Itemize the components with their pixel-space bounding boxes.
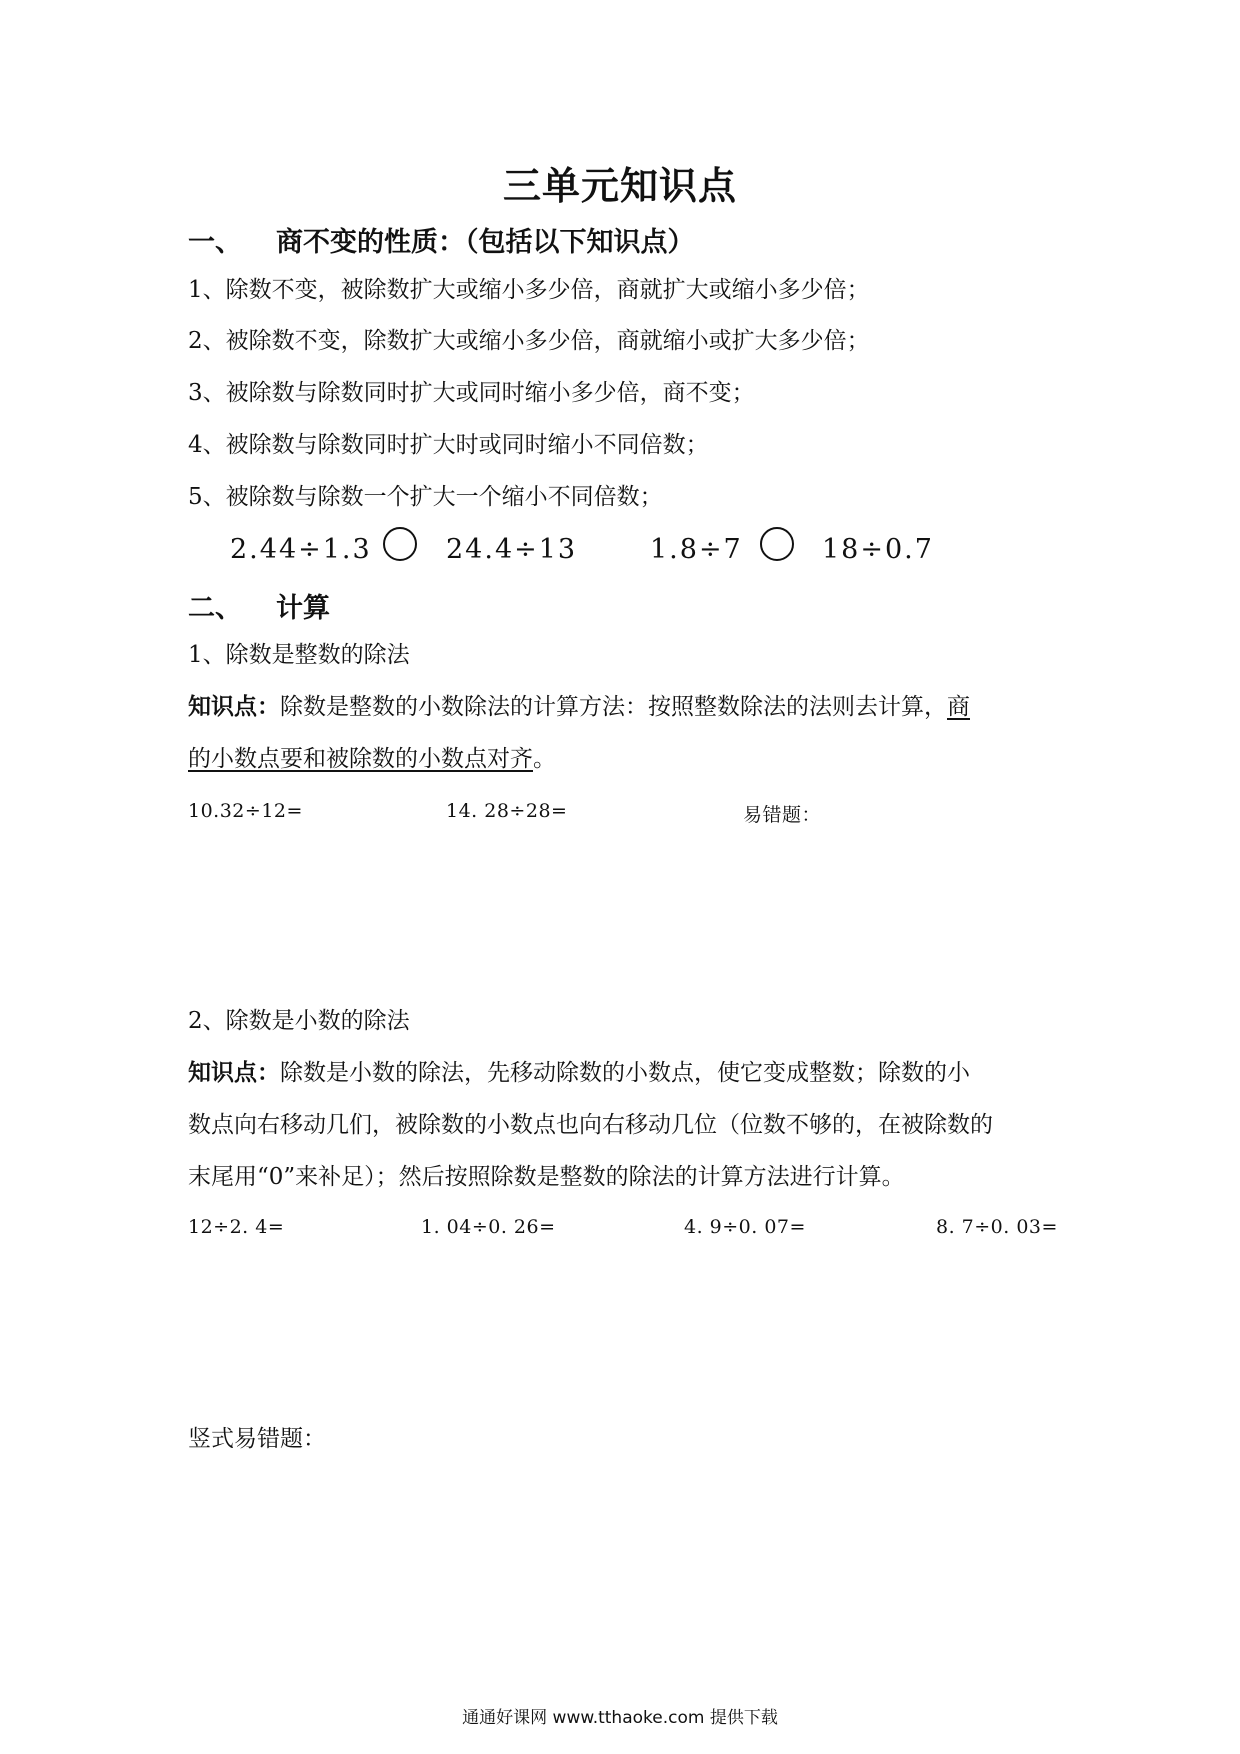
part1-knowledge-end: 。 [533, 746, 556, 772]
section2-heading: 计算 [276, 593, 330, 624]
part1-knowledge-label: 知识点： [188, 694, 280, 720]
part2-knowledge-line3: 末尾用“0”来补足）；然后按照除数是整数的除法的计算方法进行计算。 [188, 1164, 905, 1190]
part1-knowledge-text: 除数是整数的小数除法的计算方法：按照整数除法的法则去计算， [280, 694, 947, 720]
comparison-1-right: 24.4÷13 [446, 534, 578, 565]
part1-exercise-1: 10.32÷12= [188, 800, 303, 822]
section1-item-3: 3、被除数与除数同时扩大或同时缩小多少倍，商不变； [188, 380, 755, 406]
part1-knowledge-underline-2: 的小数点要和被除数的小数点对齐 [188, 746, 533, 772]
comparison-2-circle [760, 527, 794, 561]
part2-exercise-3: 4. 9÷0. 07= [684, 1216, 806, 1238]
comparison-2-left: 1.8÷7 [650, 534, 743, 565]
part2-knowledge-label: 知识点： [188, 1060, 280, 1086]
part2-knowledge-line1 [188, 1059, 970, 1087]
part2-exercise-4: 8. 7÷0. 03= [936, 1216, 1058, 1238]
part2-knowledge-line2: 数点向右移动几们，被除数的小数点也向右移动几位（位数不够的，在被除数的 [188, 1112, 993, 1138]
section1-item-2: 2、被除数不变，除数扩大或缩小多少倍，商就缩小或扩大多少倍； [188, 328, 870, 354]
section1-item-5: 5、被除数与除数一个扩大一个缩小不同倍数； [188, 484, 663, 510]
section1-item-1: 1、除数不变，被除数扩大或缩小多少倍，商就扩大或缩小多少倍； [188, 277, 870, 303]
part1-knowledge-line2 [188, 745, 556, 773]
footer-download-note: 通通好课网 www.tthaoke.com 提供下载 [462, 1708, 778, 1728]
page-title: 三单元知识点 [502, 164, 737, 208]
part1-error-prone-label: 易错题： [743, 804, 822, 826]
part1-subtitle: 1、除数是整数的除法 [188, 642, 410, 668]
vertical-error-prone-label: 竖式易错题： [188, 1426, 326, 1452]
section1-number: 一、 [188, 227, 242, 258]
comparison-1-circle [383, 527, 417, 561]
part2-subtitle: 2、除数是小数的除法 [188, 1008, 410, 1034]
part2-exercise-2: 1. 04÷0. 26= [421, 1216, 556, 1238]
part2-knowledge-text-1: 除数是小数的除法，先移动除数的小数点，使它变成整数；除数的小 [280, 1060, 970, 1086]
comparison-1-left: 2.44÷1.3 [230, 534, 372, 565]
section2-number: 二、 [188, 593, 242, 624]
comparison-2-right: 18÷0.7 [822, 534, 934, 565]
section1-item-4: 4、被除数与除数同时扩大时或同时缩小不同倍数； [188, 432, 709, 458]
section1-heading: 商不变的性质：（包括以下知识点） [276, 227, 695, 258]
part1-knowledge-underline-1: 商 [947, 694, 970, 720]
part1-knowledge-line1 [188, 693, 970, 721]
part2-exercise-1: 12÷2. 4= [188, 1216, 285, 1238]
part1-exercise-2: 14. 28÷28= [446, 800, 568, 822]
